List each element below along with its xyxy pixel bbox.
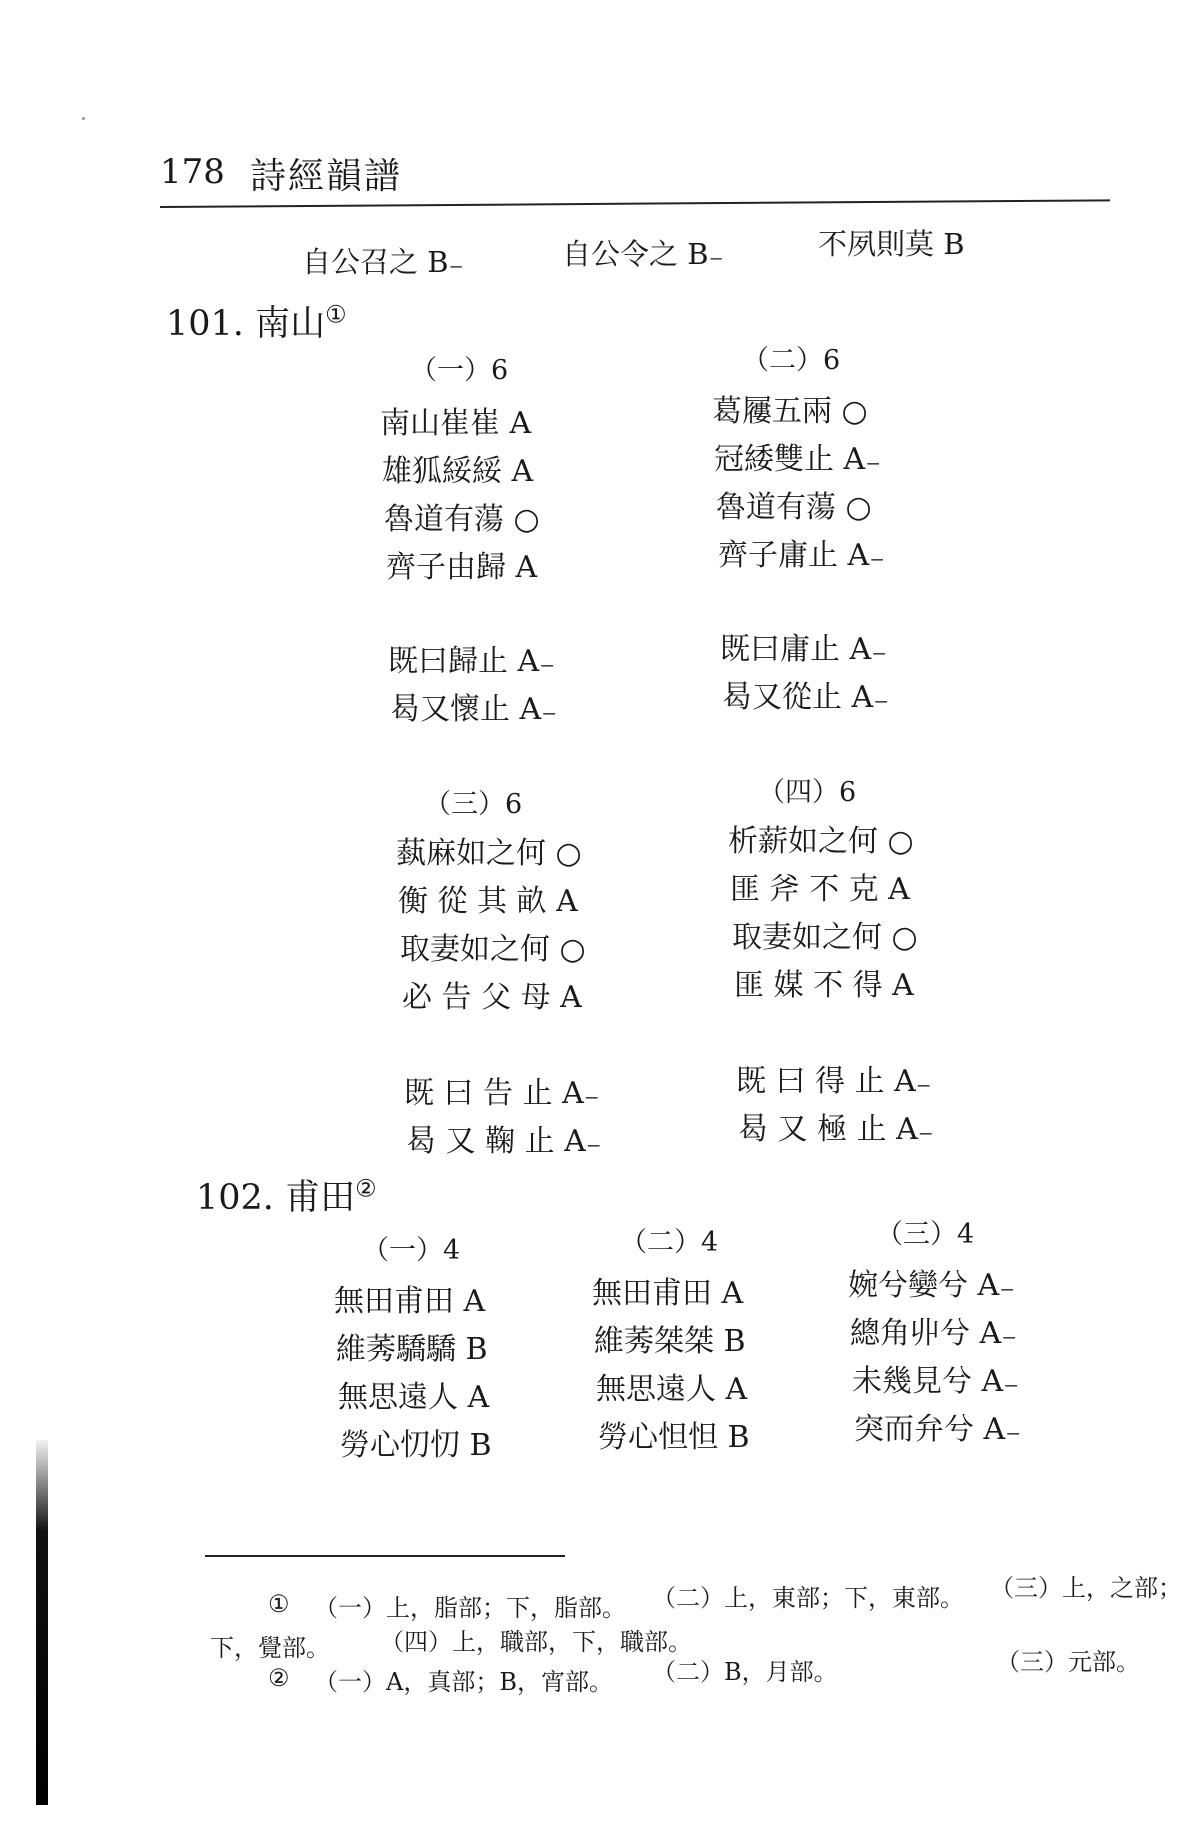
verse-line: 婉兮孌兮 A₋ [848, 1268, 1016, 1303]
verse-line: 析薪如之何 ○ [728, 824, 914, 859]
footnote-text: （二）B，月部。 [652, 1658, 838, 1686]
stanza-label: （一）6 [410, 355, 509, 386]
stanza-label: （三）4 [876, 1219, 975, 1250]
footnote-text: 下，覺部。 [210, 1634, 330, 1662]
verse-line: 無思遠人 A [338, 1380, 490, 1415]
verse-line: 曷又懷止 A₋ [390, 692, 558, 727]
verse-line: 無思遠人 A [596, 1372, 748, 1407]
poem-title: 南山 [255, 304, 326, 344]
footnote-marker: ① [268, 1590, 290, 1618]
running-title: 詩經韻譜 [250, 156, 403, 197]
verse-line: 雄狐綏綏 A [382, 454, 534, 489]
binding-shadow [36, 1440, 48, 1805]
header-rule [160, 199, 1110, 208]
continuation-line: 自公令之 B₋ [562, 237, 724, 271]
footnote-text: （二）上，東部；下，東部。 [652, 1584, 964, 1612]
stanza-label: （三）6 [424, 789, 523, 820]
verse-line: 未幾見兮 A₋ [852, 1364, 1020, 1399]
verse-line: 曷 又 極 止 A₋ [738, 1112, 934, 1147]
continuation-line: 自公召之 B₋ [302, 245, 464, 279]
verse-line: 既曰庸止 A₋ [720, 632, 888, 667]
stanza-label: （一）4 [362, 1235, 461, 1266]
poem-heading [196, 1170, 377, 1220]
verse-line: 無田甫田 A [592, 1276, 744, 1311]
footnote-text: （一）A，真部；B，宵部。 [314, 1668, 613, 1696]
verse-line: 魯道有蕩 ○ [384, 502, 540, 537]
footnote-text: （三）元部。 [996, 1648, 1140, 1676]
verse-line: 曷又從止 A₋ [722, 680, 890, 715]
footnote-rule [205, 1555, 565, 1557]
verse-line: 曷 又 鞠 止 A₋ [406, 1124, 602, 1159]
verse-line: 必 告 父 母 A [402, 980, 582, 1015]
verse-line: 既 曰 告 止 A₋ [404, 1076, 600, 1111]
verse-line: 衡 從 其 畝 A [398, 884, 578, 919]
verse-line: 齊子庸止 A₋ [718, 538, 886, 573]
verse-line: 冠緌雙止 A₋ [714, 442, 882, 477]
verse-line: 取妻如之何 ○ [732, 920, 918, 955]
verse-line: 既曰歸止 A₋ [388, 644, 556, 679]
footnote-marker[interactable]: ② [355, 1174, 377, 1203]
verse-line: 總角丱兮 A₋ [850, 1316, 1018, 1351]
verse-line: 匪 斧 不 克 A [730, 872, 910, 907]
footnote-text: （三）上，之部； [990, 1574, 1182, 1602]
verse-line: 維莠驕驕 B [336, 1332, 488, 1367]
speck [82, 117, 85, 120]
verse-line: 既 曰 得 止 A₋ [736, 1064, 932, 1099]
footnote-marker[interactable]: ① [325, 300, 347, 329]
verse-line: 無田甫田 A [334, 1284, 486, 1319]
page-number: 178 [160, 152, 225, 192]
poem-number: 102. [196, 1178, 274, 1218]
stanza-label: （二）4 [620, 1227, 719, 1258]
continuation-line: 不夙則莫 B [818, 227, 965, 261]
verse-line: 勞心忉忉 B [340, 1428, 492, 1463]
verse-line: 維莠桀桀 B [594, 1324, 746, 1359]
verse-line: 取妻如之何 ○ [400, 932, 586, 967]
verse-line: 蓺麻如之何 ○ [396, 836, 582, 871]
verse-line: 勞心怛怛 B [598, 1420, 750, 1455]
verse-line: 葛屨五兩 ○ [712, 394, 868, 429]
verse-line: 匪 媒 不 得 A [734, 968, 914, 1003]
stanza-label: （四）6 [758, 777, 857, 808]
verse-line: 齊子由歸 A [386, 550, 538, 585]
footnote-text: （一）上，脂部；下，脂部。 [314, 1594, 626, 1622]
verse-line: 突而弁兮 A₋ [854, 1412, 1022, 1447]
poem-number: 101. [166, 304, 244, 344]
poem-title: 甫田 [285, 1178, 356, 1218]
poem-heading [166, 296, 347, 346]
verse-line: 魯道有蕩 ○ [716, 490, 872, 525]
verse-line: 南山崔崔 A [380, 406, 532, 441]
footnote-text: （四）上，職部，下，職部。 [380, 1628, 692, 1656]
footnote-marker: ② [268, 1664, 290, 1692]
stanza-label: （二）6 [742, 345, 841, 376]
